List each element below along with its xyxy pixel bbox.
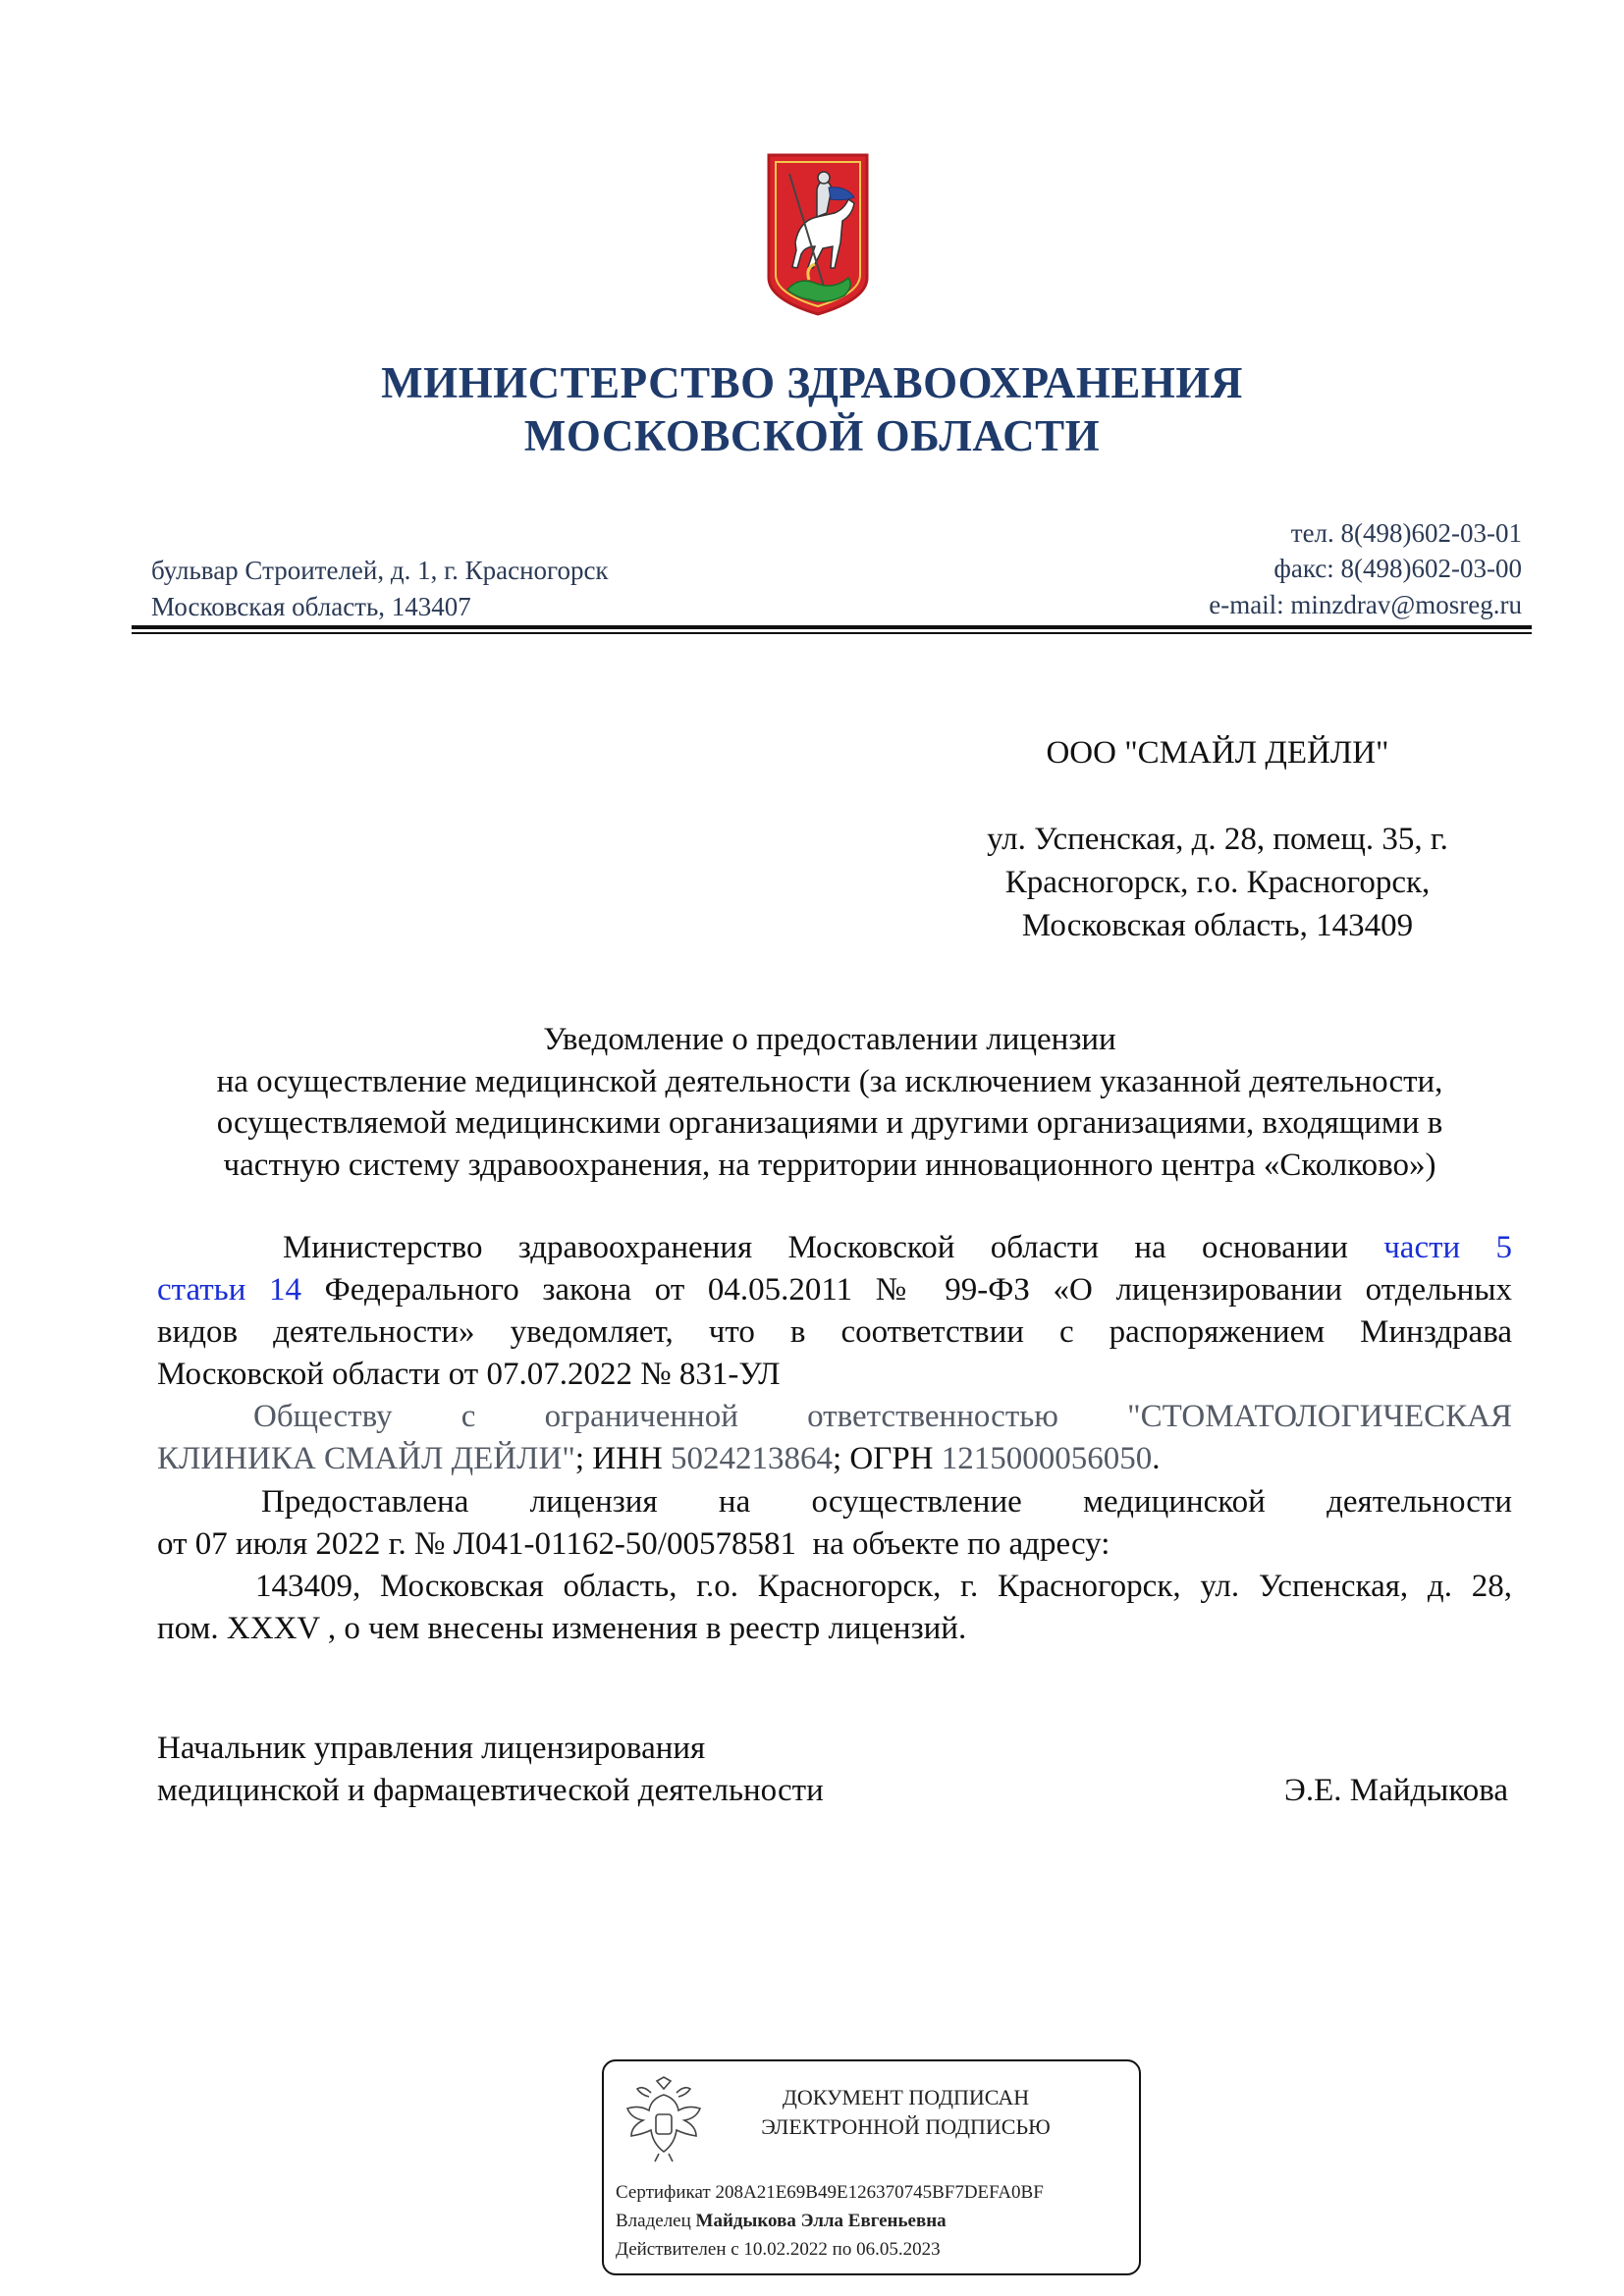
signatory-position-line1: Начальник управления лицензирования xyxy=(157,1731,706,1766)
coat-of-arms-icon xyxy=(766,152,870,317)
law-part-link[interactable]: части 5 xyxy=(1383,1230,1512,1265)
address-line1: бульвар Строителей, д. 1, г. Красногорск xyxy=(151,556,609,585)
company-line2: КЛИНИКА СМАЙЛ ДЕЙЛИ"; ИНН 5024213864; ОГРН 1215000056050. xyxy=(157,1441,1161,1476)
stamp-title-line2: ЭЛЕКТРОННОЙ ПОДПИСЬЮ xyxy=(761,2114,1051,2139)
subject-line2: на осуществление медицинской деятельности (за исключением указанной деятельности, xyxy=(216,1064,1443,1099)
email: e-mail: minzdrav@mosreg.ru xyxy=(1209,590,1522,619)
header-divider-thin xyxy=(132,632,1532,634)
recipient-name: ООО "СМАЙЛ ДЕЙЛИ" xyxy=(1046,735,1389,771)
signatory-name: Э.Е. Майдыкова xyxy=(1284,1773,1508,1808)
signatory-position-line2: медицинской и фармацевтической деятельности xyxy=(157,1773,824,1808)
inn-value: 5024213864 xyxy=(670,1441,833,1476)
recipient-address-line2: Красногорск, г.о. Красногорск, xyxy=(1004,865,1431,900)
ogrn-value: 1215000056050 xyxy=(941,1441,1153,1476)
paragraph1-line1: Министерство здравоохранения Московской области на основании части 5 xyxy=(283,1230,1512,1265)
subject-line1: Уведомление о предоставлении лицензии xyxy=(543,1022,1116,1057)
law-article-link[interactable]: статьи 14 xyxy=(157,1272,302,1308)
recipient-address-line3: Московская область, 143409 xyxy=(1021,908,1414,943)
paragraph1-line3: видов деятельности» уведомляет, что в соответствии с распоряжением Минздрава xyxy=(157,1314,1512,1350)
certificate-number: 208A21E69B49E126370745BF7DEFA0BF xyxy=(715,2182,1044,2203)
object-address-line2: пом. XXXV , о чем внесены изменения в реестр лицензий. xyxy=(157,1611,967,1646)
stamp-title-line1: ДОКУМЕНТ ПОДПИСАН xyxy=(782,2085,1030,2109)
paragraph1-line2: статьи 14 Федерального закона от 04.05.2011 № 99-ФЗ «О лицензировании отдельных xyxy=(157,1272,1512,1308)
license-line2: от 07 июля 2022 г. № Л041-01162-50/00578581 на объекте по адресу: xyxy=(157,1526,1110,1562)
subject-line4: частную систему здравоохранения, на территории инновационного центра «Сколково») xyxy=(223,1148,1436,1183)
ministry-title-line1: МИНИСТЕРСТВО ЗДРАВООХРАНЕНИЯ xyxy=(381,358,1243,407)
owner-line: Владелец Майдыкова Элла Евгеньевна xyxy=(616,2211,947,2231)
address-line2: Московская область, 143407 xyxy=(151,592,471,621)
electronic-signature-stamp xyxy=(602,2059,1141,2275)
fax: факс: 8(498)602-03-00 xyxy=(1273,554,1522,583)
object-address-line1: 143409, Московская область, г.о. Красногорск, г. Красногорск, ул. Успенская, д. 28, xyxy=(255,1569,1512,1604)
owner-name: Майдыкова Элла Евгеньевна xyxy=(695,2211,947,2231)
company-line1: Обществу с ограниченной ответственностью "СТОМАТОЛОГИЧЕСКАЯ xyxy=(253,1399,1512,1434)
header-divider xyxy=(132,625,1532,629)
ministry-title-line2: МОСКОВСКОЙ ОБЛАСТИ xyxy=(523,411,1101,460)
paragraph1-line4: Московской области от 07.07.2022 № 831-УЛ xyxy=(157,1357,781,1392)
subject-line3: осуществляемой медицинскими организациями и другими организациями, входящими в xyxy=(216,1105,1443,1141)
validity-line: Действителен с 10.02.2022 по 06.05.2023 xyxy=(616,2239,941,2260)
recipient-address-line1: ул. Успенская, д. 28, помещ. 35, г. xyxy=(987,822,1448,857)
certificate-line: Сертификат 208A21E69B49E126370745BF7DEFA0BF xyxy=(616,2182,1044,2203)
phone: тел. 8(498)602-03-01 xyxy=(1290,518,1522,548)
license-line1: Предоставлена лицензия на осуществление медицинской деятельности xyxy=(261,1484,1512,1520)
